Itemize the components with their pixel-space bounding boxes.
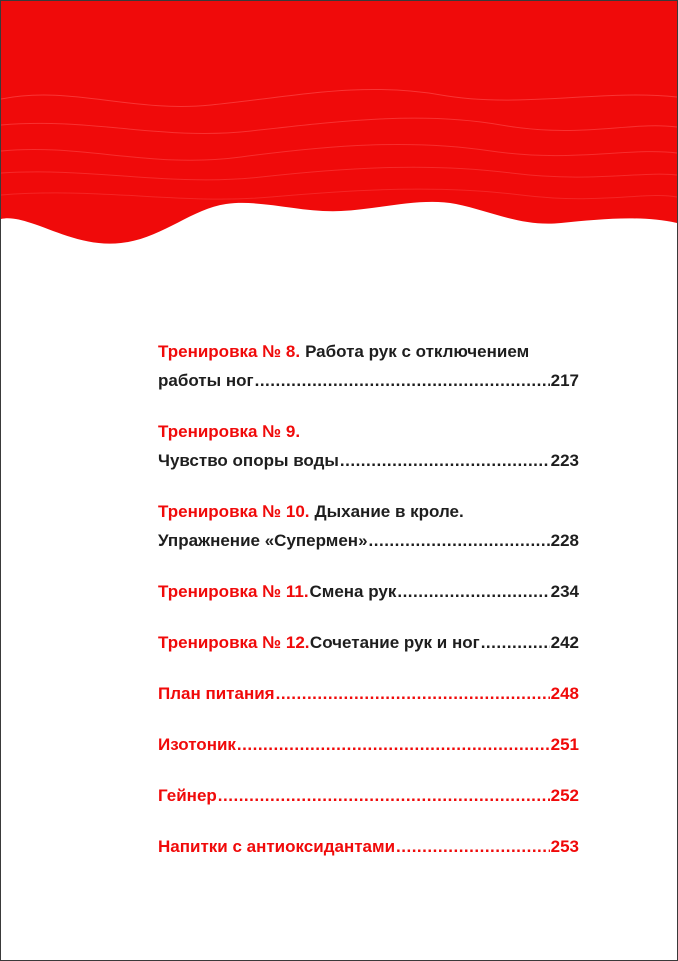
toc-line [158, 730, 579, 759]
toc-title: Изотоник [158, 735, 236, 754]
toc-line [158, 417, 579, 446]
toc-line [158, 337, 579, 366]
toc-entry [158, 577, 579, 606]
toc-line [158, 781, 579, 810]
toc-line [158, 577, 579, 606]
toc-title: Чувство опоры воды [158, 451, 339, 470]
toc-training-number: Тренировка № 11. [158, 582, 309, 601]
toc-training-number: Тренировка № 8. [158, 342, 301, 361]
toc-line [158, 446, 579, 475]
toc-title: Напитки с антиоксидантами [158, 837, 396, 856]
toc-leader-dots [369, 526, 550, 555]
toc-page-number: 217 [550, 371, 579, 390]
toc-page-number: 248 [550, 684, 579, 703]
toc-leader-dots [276, 679, 550, 708]
toc-title: Сочетание рук и ног [309, 633, 480, 652]
toc-title: Работа рук с отключением [305, 342, 530, 361]
toc-training-number: Тренировка № 12. [158, 633, 310, 652]
toc-training-number: Тренировка № 9. [158, 422, 301, 441]
toc-leader-dots [481, 628, 550, 657]
toc-title: работы ног [158, 371, 254, 390]
toc-entry [158, 781, 579, 810]
toc-entry [158, 832, 579, 861]
toc-line [158, 832, 579, 861]
toc-leader-dots [218, 781, 550, 810]
toc-page-number: 253 [550, 837, 579, 856]
toc-leader-dots [396, 832, 550, 861]
toc-line [158, 526, 579, 555]
toc-page-number: 223 [550, 451, 579, 470]
toc-leader-dots [397, 577, 549, 606]
toc-training-number: Тренировка № 10. [158, 502, 310, 521]
toc-entry [158, 730, 579, 759]
toc-leader-dots [237, 730, 550, 759]
toc-title: Смена рук [309, 582, 397, 601]
toc-entry [158, 497, 579, 555]
toc-line [158, 497, 579, 526]
toc-entry [158, 679, 579, 708]
toc-page-number: 252 [550, 786, 579, 805]
toc-title: План питания [158, 684, 275, 703]
toc-page-number: 242 [550, 633, 579, 652]
toc-line [158, 366, 579, 395]
toc-line [158, 628, 579, 657]
toc-entry [158, 417, 579, 475]
red-wave-header [1, 1, 677, 251]
toc-title: Упражнение «Супермен» [158, 531, 368, 550]
toc-page-number: 251 [550, 735, 579, 754]
toc-entry [158, 337, 579, 395]
toc-line [158, 679, 579, 708]
toc-leader-dots [340, 446, 550, 475]
table-of-contents [158, 337, 579, 883]
toc-leader-dots [255, 366, 550, 395]
toc-page-number: 234 [550, 582, 579, 601]
toc-page-number: 228 [550, 531, 579, 550]
toc-title: Дыхание в кроле. [314, 502, 464, 521]
toc-title: Гейнер [158, 786, 217, 805]
toc-entry [158, 628, 579, 657]
